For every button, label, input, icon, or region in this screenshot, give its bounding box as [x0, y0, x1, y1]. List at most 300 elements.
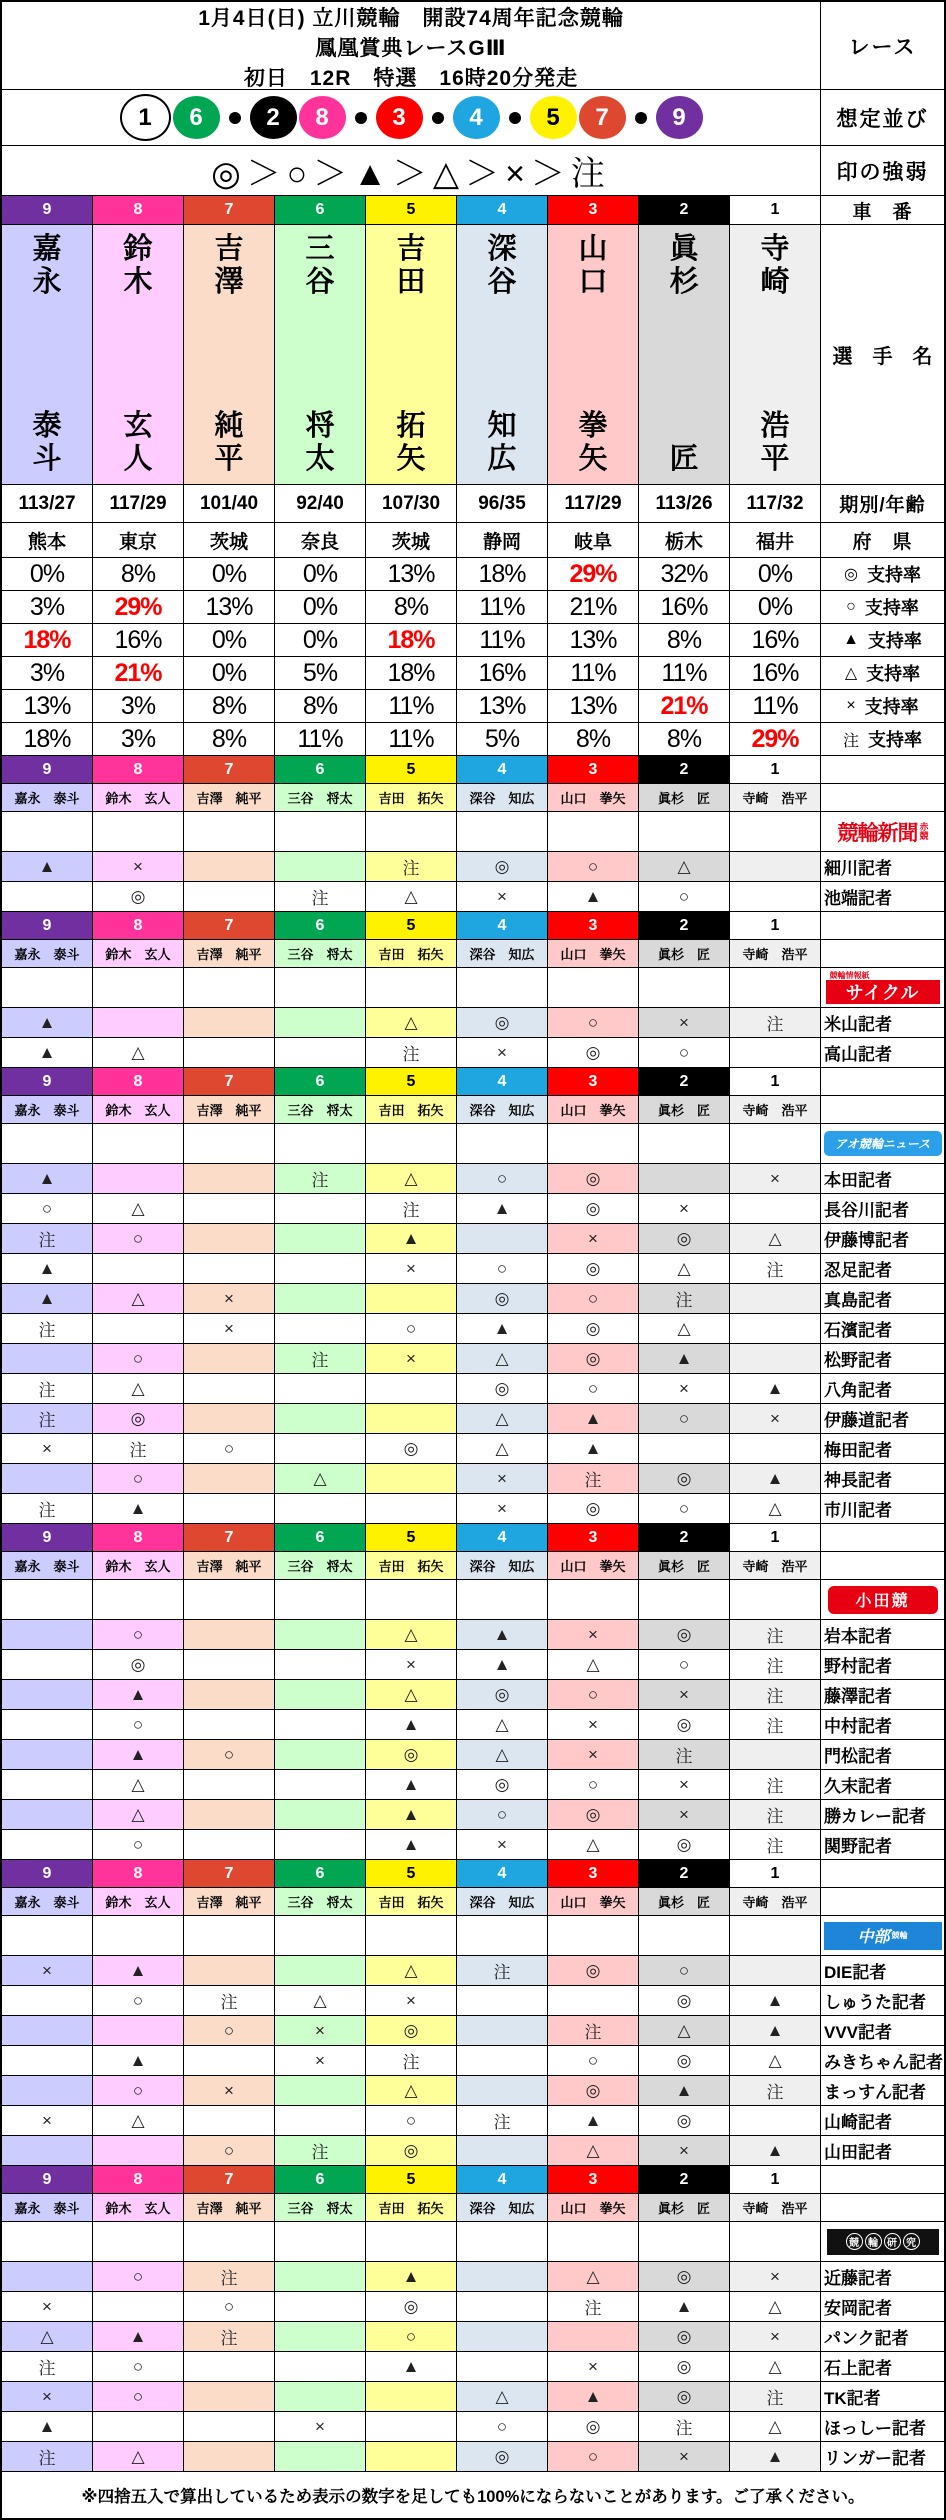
prediction-mark-cell	[548, 2322, 639, 2352]
rider-given-name: 拳 矢	[578, 410, 608, 475]
prediction-mark-cell: 注	[639, 1284, 730, 1314]
reporter-name: 近藤記者	[821, 2262, 944, 2292]
prediction-mark-cell	[639, 1164, 730, 1194]
empty-cell	[366, 2222, 457, 2262]
prediction-mark-cell	[184, 1830, 275, 1860]
prediction-mark-cell: ○	[639, 1494, 730, 1524]
empty-cell	[639, 1580, 730, 1620]
empty-cell	[184, 2222, 275, 2262]
support-rate-cell: 18%	[366, 657, 457, 690]
rider-name-cell	[366, 225, 457, 485]
prediction-mark-cell: ◎	[548, 1194, 639, 1224]
support-label-text: 支持率	[867, 631, 922, 651]
empty-cell	[548, 2222, 639, 2262]
prediction-mark-cell: ▲	[93, 1740, 184, 1770]
empty-cell	[639, 1916, 730, 1956]
prediction-mark-cell: ▲	[2, 1008, 93, 1038]
reporter-name: 山田記者	[821, 2136, 944, 2166]
reporter-name: 安岡記者	[821, 2292, 944, 2322]
support-rate-cell: 0%	[184, 657, 275, 690]
prediction-mark-cell	[93, 1164, 184, 1194]
prediction-mark-cell: ○	[548, 852, 639, 882]
support-rate-cell: 8%	[275, 690, 366, 723]
newspaper-logo-cell	[821, 1916, 944, 1956]
section-rider-name-cell: 深谷 知広	[457, 1096, 548, 1124]
prediction-mark-cell	[93, 2016, 184, 2046]
prediction-mark-cell: 注	[730, 1620, 821, 1650]
section-rider-name-cell: 鈴木 玄人	[93, 1888, 184, 1916]
empty-cell	[184, 812, 275, 852]
prediction-mark-cell: △	[275, 1986, 366, 2016]
car-number-cell: 8	[93, 756, 184, 784]
section-rider-name-cell: 山口 拳矢	[548, 1096, 639, 1124]
reporter-name: 忍足記者	[821, 1254, 944, 1284]
rider-name-cell	[93, 225, 184, 485]
prediction-mark-cell: △	[639, 1254, 730, 1284]
support-rate-cell: 0%	[2, 558, 93, 591]
lineup-ball-5: 5	[530, 96, 577, 139]
support-rate-cell: 13%	[2, 690, 93, 723]
reporter-name: 市川記者	[821, 1494, 944, 1524]
prediction-mark-cell: ×	[184, 1314, 275, 1344]
support-rate-row	[2, 558, 944, 591]
prediction-mark-cell: ▲	[730, 1374, 821, 1404]
section-rider-name-cell: 深谷 知広	[457, 1552, 548, 1580]
reporter-row	[2, 2382, 944, 2412]
prediction-mark-cell: ▲	[548, 882, 639, 912]
car-number-cell: 7	[184, 912, 275, 940]
reporter-row	[2, 1620, 944, 1650]
reporter-row	[2, 1254, 944, 1284]
prediction-mark-cell: ◎	[457, 1374, 548, 1404]
support-mark-symbol: ×	[846, 697, 856, 714]
lineup-balls	[2, 90, 821, 146]
support-label-text: 支持率	[866, 664, 921, 684]
reporter-name: 岩本記者	[821, 1620, 944, 1650]
section-rider-name-cell: 嘉永 泰斗	[2, 784, 93, 812]
reporter-name: 藤澤記者	[821, 1680, 944, 1710]
section-rider-name-cell: 眞杉 匠	[639, 2194, 730, 2222]
footer-note: ※四捨五入で算出しているため表示の数字を足しても100%にならないことがあります。ご了承ください。	[81, 2488, 865, 2506]
newspaper-logo-char: 究	[903, 2233, 920, 2250]
section-rider-name-cell: 鈴木 玄人	[93, 940, 184, 968]
prediction-mark-cell	[275, 2106, 366, 2136]
newspaper-logo-text: 競輪新聞	[837, 821, 918, 845]
section-rider-names-row	[2, 1552, 944, 1580]
prediction-mark-cell	[184, 1224, 275, 1254]
rider-given-name: 匠	[669, 443, 699, 475]
newspaper-logo: アオ競輪ニュース	[824, 1131, 942, 1156]
section-rider-names-row	[2, 1888, 944, 1916]
prediction-mark-cell: ○	[93, 1620, 184, 1650]
prediction-mark-cell: ▲	[639, 2292, 730, 2322]
prediction-mark-cell: ×	[457, 1464, 548, 1494]
prediction-mark-cell	[275, 1650, 366, 1680]
section-rider-name-cell: 山口 拳矢	[548, 784, 639, 812]
empty-cell	[366, 1580, 457, 1620]
mark-strength-row	[2, 146, 944, 196]
support-rate-row	[2, 591, 944, 624]
prediction-mark-cell: ▲	[366, 2262, 457, 2292]
race-row-label: レース	[821, 2, 944, 90]
prediction-mark-cell: ▲	[366, 1800, 457, 1830]
car-number-cell: 4	[457, 912, 548, 940]
section-rider-name-cell: 寺崎 浩平	[730, 784, 821, 812]
section-logo-row	[2, 812, 944, 852]
empty-cell	[184, 1580, 275, 1620]
section-rider-name-cell: 嘉永 泰斗	[2, 2194, 93, 2222]
empty-cell	[93, 1916, 184, 1956]
reporter-name: 八角記者	[821, 1374, 944, 1404]
reporter-row	[2, 1650, 944, 1680]
prediction-mark-cell	[730, 1284, 821, 1314]
prediction-mark-cell	[730, 1740, 821, 1770]
rider-name-cell	[730, 225, 821, 485]
section-rider-name-cell: 眞杉 匠	[639, 1552, 730, 1580]
prediction-mark-cell: △	[366, 1620, 457, 1650]
prediction-mark-cell: ▲	[457, 1194, 548, 1224]
prediction-mark-cell: ×	[639, 2136, 730, 2166]
car-number-cell: 5	[366, 912, 457, 940]
prediction-mark-cell: 注	[730, 1008, 821, 1038]
rider-name-cell	[457, 225, 548, 485]
prediction-mark-cell	[184, 1956, 275, 1986]
car-number-cell: 2	[639, 196, 730, 225]
pref-cell: 東京	[93, 523, 184, 558]
prediction-mark-cell	[184, 1680, 275, 1710]
prediction-mark-cell: ◎	[639, 1830, 730, 1860]
car-number-cell: 3	[548, 196, 639, 225]
prediction-mark-cell: ×	[639, 1008, 730, 1038]
reporter-row	[2, 1284, 944, 1314]
car-number-cell: 3	[548, 1860, 639, 1888]
support-rate-cell: 18%	[366, 624, 457, 657]
prediction-mark-cell: △	[93, 1374, 184, 1404]
prediction-mark-cell: ×	[366, 1986, 457, 2016]
prediction-mark-cell: ◎	[548, 1254, 639, 1284]
section-rider-name-cell: 寺崎 浩平	[730, 1888, 821, 1916]
prediction-mark-cell	[184, 1494, 275, 1524]
reporter-name: しゅうた記者	[821, 1986, 944, 2016]
prediction-mark-cell	[275, 1620, 366, 1650]
newspaper-logo-subtext: 競輪情報紙	[829, 971, 870, 980]
car-number-cell: 9	[2, 912, 93, 940]
prediction-mark-cell: ×	[2, 1956, 93, 1986]
prediction-mark-cell: ○	[184, 1740, 275, 1770]
reporter-name: 石濱記者	[821, 1314, 944, 1344]
support-label-text: 支持率	[864, 697, 919, 717]
prediction-mark-cell: ×	[639, 1800, 730, 1830]
prediction-mark-cell	[366, 1404, 457, 1434]
car-number-cell: 7	[184, 196, 275, 225]
empty-cell	[639, 1124, 730, 1164]
reporter-row	[2, 1494, 944, 1524]
reporter-name: ほっしー記者	[821, 2412, 944, 2442]
prediction-mark-cell: ×	[184, 2076, 275, 2106]
section-rider-name-cell: 吉田 拓矢	[366, 1888, 457, 1916]
prediction-mark-cell: 注	[2, 2352, 93, 2382]
car-number-cell: 9	[2, 2166, 93, 2194]
support-rate-cell: 11%	[275, 723, 366, 756]
car-number-row	[2, 912, 944, 940]
newspaper-logo-text: サイクル	[826, 980, 940, 1004]
prediction-mark-cell	[730, 882, 821, 912]
prediction-mark-cell	[2, 1680, 93, 1710]
support-rate-cell: 8%	[548, 723, 639, 756]
reporter-row	[2, 2106, 944, 2136]
prediction-mark-cell	[2, 2076, 93, 2106]
car-number-row	[2, 1860, 944, 1888]
rider-given-name: 泰 斗	[32, 410, 62, 475]
support-rate-cell: 5%	[457, 723, 548, 756]
prediction-mark-cell	[457, 2046, 548, 2076]
section-rider-name-cell: 鈴木 玄人	[93, 784, 184, 812]
prediction-mark-cell: ×	[730, 1404, 821, 1434]
prediction-mark-cell	[457, 2136, 548, 2166]
prediction-mark-cell: ×	[730, 2262, 821, 2292]
prediction-mark-cell: ▲	[93, 1956, 184, 1986]
prediction-mark-cell: ○	[93, 1986, 184, 2016]
prediction-mark-cell: 注	[366, 852, 457, 882]
support-mark-symbol: ○	[846, 598, 856, 615]
section-rider-name-cell: 三谷 将太	[275, 2194, 366, 2222]
mark-strength-label: 印の強弱	[821, 146, 944, 196]
section-logo-row	[2, 968, 944, 1008]
prediction-mark-cell: △	[457, 1740, 548, 1770]
prediction-mark-cell: ×	[639, 1374, 730, 1404]
prediction-mark-cell: ◎	[639, 1986, 730, 2016]
empty-cell	[639, 2222, 730, 2262]
prediction-mark-cell: ○	[93, 1344, 184, 1374]
prediction-mark-cell: ×	[548, 1620, 639, 1650]
prediction-mark-cell	[366, 2382, 457, 2412]
support-rate-row	[2, 690, 944, 723]
prediction-mark-cell: 注	[275, 882, 366, 912]
car-number-cell: 9	[2, 196, 93, 225]
newspaper-logo: 中部 競輪	[824, 1922, 942, 1950]
prediction-mark-cell: ▲	[366, 1224, 457, 1254]
prediction-mark-cell	[184, 1710, 275, 1740]
rider-family-name: 山 口	[578, 233, 608, 298]
section-rider-name-cell: 吉澤 純平	[184, 2194, 275, 2222]
car-number-cell: 8	[93, 1524, 184, 1552]
prediction-mark-cell	[184, 1164, 275, 1194]
prediction-mark-cell: 注	[2, 1224, 93, 1254]
prediction-mark-cell: ▲	[730, 2136, 821, 2166]
empty-cell	[457, 812, 548, 852]
support-rate-cell: 11%	[639, 657, 730, 690]
prediction-mark-cell: ◎	[548, 1494, 639, 1524]
prediction-mark-cell: ○	[548, 1284, 639, 1314]
prediction-mark-cell	[184, 2046, 275, 2076]
prediction-mark-cell	[93, 2412, 184, 2442]
prediction-mark-cell: ▲	[548, 1434, 639, 1464]
section-rider-name-cell: 深谷 知広	[457, 1888, 548, 1916]
car-number-cell: 3	[548, 1524, 639, 1552]
car-number-cell: 1	[730, 1524, 821, 1552]
prediction-mark-cell	[184, 1374, 275, 1404]
prediction-mark-cell	[2, 1800, 93, 1830]
prediction-mark-cell: ○	[93, 2262, 184, 2292]
car-number-cell: 9	[2, 1524, 93, 1552]
prediction-mark-cell	[730, 1194, 821, 1224]
prediction-mark-cell: △	[548, 2136, 639, 2166]
prediction-mark-cell: 注	[730, 1254, 821, 1284]
pref-cell: 福井	[730, 523, 821, 558]
car-number-cell: 1	[730, 756, 821, 784]
prediction-mark-cell	[184, 1254, 275, 1284]
class_age-cell: 117/29	[548, 485, 639, 523]
prediction-mark-cell: ○	[93, 2352, 184, 2382]
lineup-row-label: 想定並び	[821, 90, 944, 146]
reporter-name: 神長記者	[821, 1464, 944, 1494]
reporter-row	[2, 1956, 944, 1986]
rider-family-name: 眞 杉	[669, 233, 699, 298]
prediction-mark-cell	[2, 1650, 93, 1680]
section-name-row-spacer	[821, 2194, 944, 2222]
newspaper-logo	[837, 817, 927, 847]
prediction-mark-cell: 注	[93, 1434, 184, 1464]
prediction-mark-cell: ×	[548, 2352, 639, 2382]
prediction-mark-cell: △	[366, 882, 457, 912]
support-mark-symbol: ▲	[843, 631, 859, 648]
prediction-mark-cell: ◎	[639, 2046, 730, 2076]
section-rider-name-cell: 寺崎 浩平	[730, 940, 821, 968]
row-label	[821, 756, 944, 784]
prediction-mark-cell: ○	[457, 2412, 548, 2442]
car-number-cell: 7	[184, 1860, 275, 1888]
prediction-mark-cell: 注	[2, 1314, 93, 1344]
prediction-mark-cell: △	[93, 1284, 184, 1314]
prediction-mark-cell: 注	[275, 2136, 366, 2166]
prediction-mark-cell	[730, 1956, 821, 1986]
support-rate-cell: 3%	[2, 591, 93, 624]
section-rider-name-cell: 吉田 拓矢	[366, 1552, 457, 1580]
empty-cell	[457, 2222, 548, 2262]
section-logo-row	[2, 1124, 944, 1164]
section-rider-name-cell: 吉田 拓矢	[366, 940, 457, 968]
row-label	[821, 912, 944, 940]
prediction-mark-cell	[275, 1956, 366, 1986]
reporter-row	[2, 2322, 944, 2352]
support-rate-cell: 18%	[457, 558, 548, 591]
prediction-mark-cell: △	[457, 2382, 548, 2412]
prediction-mark-cell: ▲	[730, 1986, 821, 2016]
empty-cell	[93, 1124, 184, 1164]
reporter-name: 池端記者	[821, 882, 944, 912]
reporter-name: まっすん記者	[821, 2076, 944, 2106]
section-rider-name-cell: 山口 拳矢	[548, 940, 639, 968]
prediction-mark-cell: ◎	[639, 2262, 730, 2292]
prediction-mark-cell: ◎	[457, 1284, 548, 1314]
race-date-line: 1月4日(日) 立川競輪 開設74周年記念競輪	[198, 7, 624, 30]
prediction-mark-cell	[730, 1038, 821, 1068]
support-rate-cell: 3%	[93, 723, 184, 756]
prediction-mark-cell: ◎	[548, 2076, 639, 2106]
prediction-mark-cell	[457, 2322, 548, 2352]
section-rider-name-cell: 三谷 将太	[275, 1096, 366, 1124]
prediction-mark-cell: 注	[639, 2412, 730, 2442]
support-rate-cell: 29%	[93, 591, 184, 624]
prediction-mark-cell: ○	[93, 2076, 184, 2106]
prediction-mark-cell: ×	[548, 1224, 639, 1254]
prediction-mark-cell: ◎	[457, 1680, 548, 1710]
car-number-cell: 4	[457, 1860, 548, 1888]
prediction-mark-cell: ×	[730, 2322, 821, 2352]
car-number-cell: 6	[275, 912, 366, 940]
prediction-mark-cell: 注	[639, 1740, 730, 1770]
support-rate-cell: 0%	[275, 591, 366, 624]
car-number-cell: 9	[2, 1068, 93, 1096]
prediction-mark-cell: ○	[93, 1830, 184, 1860]
prediction-mark-cell	[2, 2016, 93, 2046]
prediction-mark-cell: ◎	[366, 1740, 457, 1770]
reporter-name: TK記者	[821, 2382, 944, 2412]
prediction-mark-cell: 注	[2, 1494, 93, 1524]
prediction-mark-cell: ◎	[639, 1464, 730, 1494]
class_age-cell: 117/32	[730, 485, 821, 523]
support-rate-cell: 3%	[2, 657, 93, 690]
prediction-mark-cell: ○	[457, 1254, 548, 1284]
prediction-mark-cell: △	[548, 1830, 639, 1860]
prediction-mark-cell: △	[366, 2076, 457, 2106]
prediction-mark-cell: ×	[457, 882, 548, 912]
reporter-name: 高山記者	[821, 1038, 944, 1068]
reporter-row	[2, 852, 944, 882]
prediction-mark-cell: ▲	[93, 1494, 184, 1524]
rider-name-cell	[184, 225, 275, 485]
prediction-mark-cell	[457, 2262, 548, 2292]
support-mark-symbol: 注	[842, 732, 859, 750]
pref-cell: 茨城	[184, 523, 275, 558]
reporter-row	[2, 1374, 944, 1404]
car-number-cell: 2	[639, 1524, 730, 1552]
reporter-name: 真島記者	[821, 1284, 944, 1314]
prediction-mark-cell	[275, 2262, 366, 2292]
newspaper-logo-char: 輪	[865, 2233, 882, 2250]
prediction-mark-cell: ◎	[548, 1164, 639, 1194]
reporter-row	[2, 1464, 944, 1494]
newspaper-logo-text: 中部	[857, 1929, 890, 1946]
prediction-mark-cell	[275, 1008, 366, 1038]
car-number-row	[2, 196, 944, 225]
prediction-mark-cell: ▲	[93, 2322, 184, 2352]
prediction-mark-cell: ○	[639, 1650, 730, 1680]
car-number-row	[2, 2166, 944, 2194]
section-rider-name-cell: 三谷 将太	[275, 1552, 366, 1580]
lineup-separator-dot	[432, 112, 444, 124]
support-rate-cell: 16%	[730, 624, 821, 657]
car-number-cell: 1	[730, 2166, 821, 2194]
prediction-mark-cell: △	[93, 2106, 184, 2136]
prediction-mark-cell: △	[2, 2322, 93, 2352]
prediction-mark-cell: 注	[184, 2262, 275, 2292]
rider-name-cell	[548, 225, 639, 485]
empty-cell	[2, 1916, 93, 1956]
class_age-cell: 101/40	[184, 485, 275, 523]
empty-cell	[730, 1580, 821, 1620]
section-rider-name-cell: 三谷 将太	[275, 784, 366, 812]
rider-given-name: 浩 平	[760, 410, 790, 475]
prediction-mark-cell	[184, 1038, 275, 1068]
prediction-mark-cell: ×	[548, 1740, 639, 1770]
empty-cell	[275, 1124, 366, 1164]
empty-cell	[457, 1916, 548, 1956]
prediction-mark-cell: ▲	[366, 1710, 457, 1740]
empty-cell	[366, 1124, 457, 1164]
prediction-mark-cell: 注	[730, 1830, 821, 1860]
reporter-row	[2, 1194, 944, 1224]
